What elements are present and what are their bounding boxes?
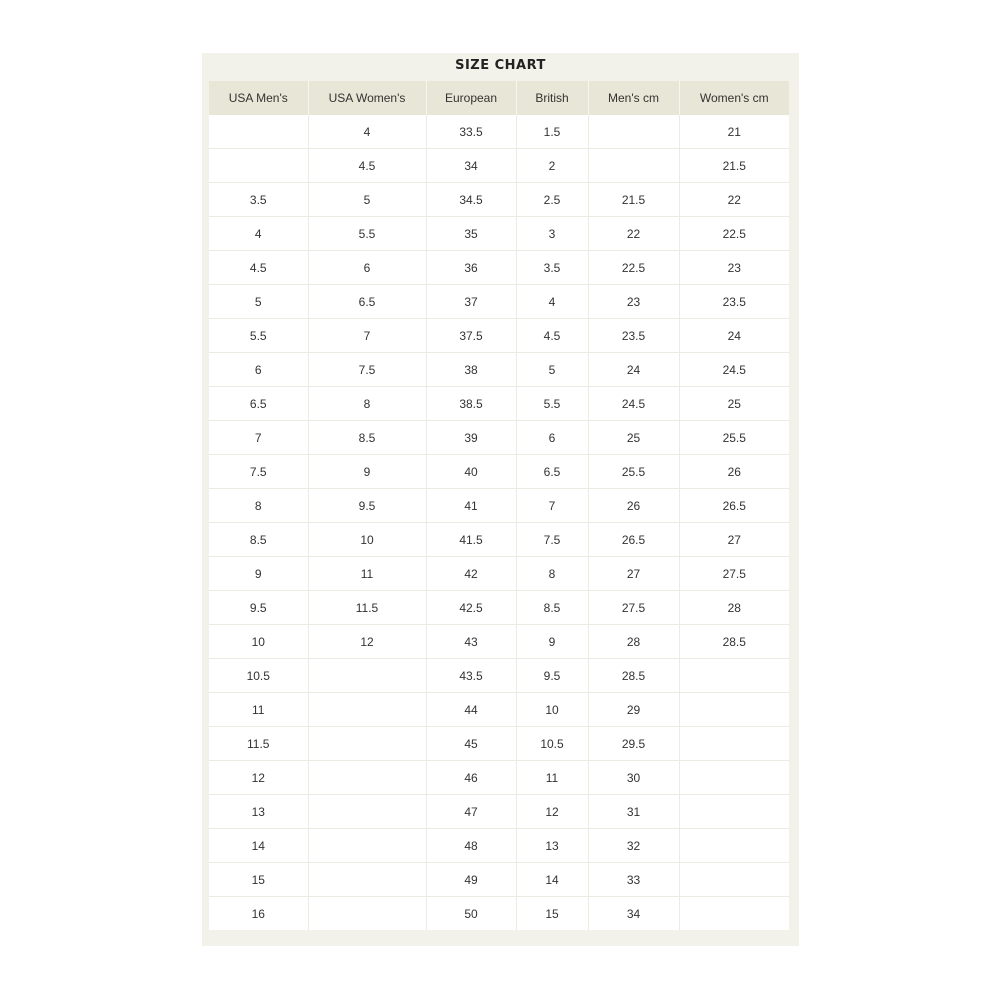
table-cell: 34.5 [426,183,516,217]
table-cell: 23.5 [679,285,789,319]
table-cell [308,693,426,727]
header-row [209,81,789,115]
table-cell [308,897,426,931]
table-cell: 9.5 [308,489,426,523]
table-cell: 22 [679,183,789,217]
table-cell: 10 [209,625,308,659]
table-cell: 22.5 [679,217,789,251]
table-cell [679,897,789,931]
table-cell: 33 [588,863,679,897]
table-row [209,387,789,421]
table-cell [308,659,426,693]
table-cell: 28 [679,591,789,625]
table-row [209,829,789,863]
table-cell: 41.5 [426,523,516,557]
table-cell: 5.5 [308,217,426,251]
table-cell: 8.5 [209,523,308,557]
table-cell: 48 [426,829,516,863]
table-cell: 26.5 [679,489,789,523]
table-cell: 28.5 [588,659,679,693]
table-cell: 10.5 [209,659,308,693]
table-cell [308,727,426,761]
table-cell: 23.5 [588,319,679,353]
table-cell [679,829,789,863]
table-cell: 35 [426,217,516,251]
table-cell: 3.5 [516,251,588,285]
table-cell: 9 [209,557,308,591]
table-cell: 13 [209,795,308,829]
table-cell: 8.5 [308,421,426,455]
table-cell: 36 [426,251,516,285]
table-cell [308,761,426,795]
table-cell: 2 [516,149,588,183]
table-cell [679,693,789,727]
table-row [209,693,789,727]
table-cell: 38.5 [426,387,516,421]
table-cell: 13 [516,829,588,863]
table-cell: 34 [588,897,679,931]
table-cell: 42.5 [426,591,516,625]
table-cell: 23 [588,285,679,319]
table-cell: 24 [679,319,789,353]
table-cell [209,149,308,183]
table-cell: 24.5 [679,353,789,387]
table-cell: 50 [426,897,516,931]
table-cell [679,863,789,897]
table-cell: 11 [308,557,426,591]
table-row [209,557,789,591]
table-body [209,115,789,930]
table-row [209,421,789,455]
table-row [209,897,789,931]
table-row [209,489,789,523]
table-cell: 5 [209,285,308,319]
table-cell: 7.5 [516,523,588,557]
table-row [209,523,789,557]
column-header: Men's cm [588,81,679,115]
size-chart-table [209,81,789,930]
table-cell [679,795,789,829]
table-cell: 42 [426,557,516,591]
table-cell: 6 [308,251,426,285]
column-header: USA Women's [308,81,426,115]
table-cell: 12 [209,761,308,795]
table-row [209,319,789,353]
table-cell: 24 [588,353,679,387]
table-cell: 46 [426,761,516,795]
table-row [209,285,789,319]
table-cell: 5 [308,183,426,217]
table-cell: 26.5 [588,523,679,557]
table-cell: 37 [426,285,516,319]
table-cell: 40 [426,455,516,489]
table-cell: 10.5 [516,727,588,761]
table-cell: 7 [516,489,588,523]
table-cell: 23 [679,251,789,285]
table-cell: 5.5 [516,387,588,421]
table-cell: 29 [588,693,679,727]
table-cell: 1.5 [516,115,588,149]
column-header: European [426,81,516,115]
table-cell: 38 [426,353,516,387]
table-cell [679,659,789,693]
table-cell: 28 [588,625,679,659]
table-cell: 12 [516,795,588,829]
table-cell: 3.5 [209,183,308,217]
table-cell: 7 [308,319,426,353]
table-row [209,455,789,489]
table-row [209,183,789,217]
table-cell: 6 [209,353,308,387]
table-cell: 44 [426,693,516,727]
table-cell: 8 [209,489,308,523]
table-row [209,761,789,795]
table-cell: 27 [679,523,789,557]
table-row [209,115,789,149]
column-header: British [516,81,588,115]
column-header: Women's cm [679,81,789,115]
table-cell: 37.5 [426,319,516,353]
table-cell: 25.5 [679,421,789,455]
table-cell: 4 [209,217,308,251]
table-cell: 8 [308,387,426,421]
table-cell: 4.5 [209,251,308,285]
table-cell: 6.5 [308,285,426,319]
table-cell [679,761,789,795]
table-cell: 4.5 [308,149,426,183]
table-cell: 49 [426,863,516,897]
table-cell: 7.5 [308,353,426,387]
table-cell: 14 [516,863,588,897]
table-cell: 21.5 [588,183,679,217]
table-cell: 4 [516,285,588,319]
table-cell: 21 [679,115,789,149]
table-cell: 12 [308,625,426,659]
table-cell: 11 [516,761,588,795]
table-cell: 31 [588,795,679,829]
table-cell: 26 [588,489,679,523]
table-cell: 26 [679,455,789,489]
table-row [209,353,789,387]
table-cell: 28.5 [679,625,789,659]
table-row [209,149,789,183]
table-cell: 5 [516,353,588,387]
table-cell: 47 [426,795,516,829]
table-cell: 3 [516,217,588,251]
table-cell: 29.5 [588,727,679,761]
table-cell: 33.5 [426,115,516,149]
table-cell: 10 [308,523,426,557]
table-cell: 25 [679,387,789,421]
table-cell: 43.5 [426,659,516,693]
table-row [209,591,789,625]
table-row [209,217,789,251]
table-cell: 5.5 [209,319,308,353]
table-cell: 15 [516,897,588,931]
table-cell: 39 [426,421,516,455]
table-cell [209,115,308,149]
table-cell: 25 [588,421,679,455]
table-cell: 27.5 [679,557,789,591]
table-cell: 27.5 [588,591,679,625]
table-cell: 34 [426,149,516,183]
table-cell: 8 [516,557,588,591]
table-cell [679,727,789,761]
table-cell: 9.5 [209,591,308,625]
table-row [209,659,789,693]
table-cell: 4 [308,115,426,149]
table-cell: 22 [588,217,679,251]
table-cell [308,863,426,897]
table-cell: 14 [209,829,308,863]
size-chart-title: SIZE CHART [455,58,546,73]
table-cell: 11.5 [308,591,426,625]
table-row [209,863,789,897]
table-row [209,727,789,761]
table-row [209,251,789,285]
table-row [209,625,789,659]
table-cell [588,115,679,149]
table-cell: 10 [516,693,588,727]
table-cell [308,829,426,863]
table-cell: 7 [209,421,308,455]
table-cell: 7.5 [209,455,308,489]
table-cell: 45 [426,727,516,761]
table-cell: 8.5 [516,591,588,625]
table-cell: 21.5 [679,149,789,183]
table-cell: 9 [308,455,426,489]
table-cell: 32 [588,829,679,863]
table-cell: 9 [516,625,588,659]
table-cell: 43 [426,625,516,659]
table-cell: 6.5 [516,455,588,489]
table-cell: 4.5 [516,319,588,353]
table-cell [588,149,679,183]
table-cell: 22.5 [588,251,679,285]
table-cell: 9.5 [516,659,588,693]
table-cell: 11.5 [209,727,308,761]
table-cell [308,795,426,829]
table-cell: 11 [209,693,308,727]
table-cell: 41 [426,489,516,523]
table-cell: 27 [588,557,679,591]
table-cell: 24.5 [588,387,679,421]
column-header: USA Men's [209,81,308,115]
table-cell: 6.5 [209,387,308,421]
table-cell: 15 [209,863,308,897]
table-cell: 6 [516,421,588,455]
table-row [209,795,789,829]
table-cell: 25.5 [588,455,679,489]
table-cell: 16 [209,897,308,931]
table-cell: 2.5 [516,183,588,217]
table-cell: 30 [588,761,679,795]
